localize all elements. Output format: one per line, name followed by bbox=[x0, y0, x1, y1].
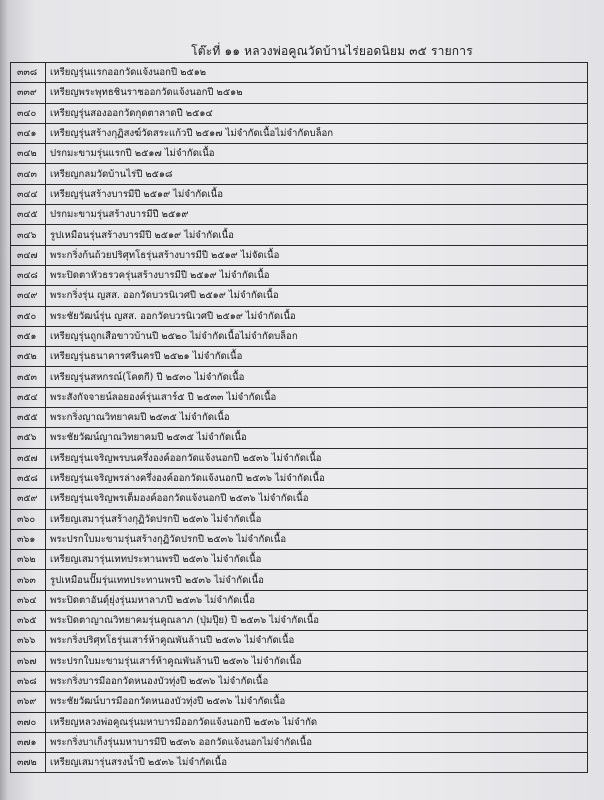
row-description: เหรียญรุ่นสร้างบารมีปี ๒๕๑๙ ไม่จำกัดเนื้อ bbox=[46, 184, 588, 204]
row-description: เหรียญหลวงพ่อคูณรุ่นมหาบารมีออกวัดแจ้งนอกปี ๒๕๓๖ ไม่จำกัด bbox=[46, 712, 588, 732]
table-row bbox=[11, 671, 588, 691]
row-description: เหรียญรุ่นถูกเสือขาวบ้านปี ๒๕๒๐ ไม่จำกัดเนื้อไม่จำกัดบล็อก bbox=[46, 326, 588, 346]
row-number: ๓๔๕ bbox=[11, 205, 46, 225]
row-description: พระกริ่งบารมีออกวัดหนองบัวทุ่งปี ๒๕๓๖ ไม่จำกัดเนื้อ bbox=[46, 671, 588, 691]
row-description: พระสังกัจจายน์ลอยองค์รุ่นเสาร์๕ ปี ๒๕๓๓ ไม่จำกัดเนื้อ bbox=[46, 387, 588, 407]
table-row bbox=[11, 570, 588, 590]
table-row bbox=[11, 123, 588, 143]
row-description: พระกริ่งบาเก็งรุ่นมหาบารมีปี ๒๕๓๖ ออกวัดแจ้งนอกไม่จำกัดเนื้อ bbox=[46, 732, 588, 752]
table-row bbox=[11, 205, 588, 225]
row-number: ๓๖๑ bbox=[11, 529, 46, 549]
row-number: ๓๖๐ bbox=[11, 509, 46, 529]
table-row bbox=[11, 509, 588, 529]
row-number: ๓๕๒ bbox=[11, 347, 46, 367]
table-row bbox=[11, 712, 588, 732]
row-number: ๓๕๑ bbox=[11, 326, 46, 346]
table-row bbox=[11, 732, 588, 752]
table-row bbox=[11, 489, 588, 509]
table-row bbox=[11, 63, 588, 83]
row-number: ๓๕๔ bbox=[11, 387, 46, 407]
row-description: เหรียญรุ่นสหกรณ์(โคตกี) ปี ๒๕๓๐ ไม่จำกัดเนื้อ bbox=[46, 367, 588, 387]
table-row bbox=[11, 387, 588, 407]
table-row bbox=[11, 326, 588, 346]
table-row bbox=[11, 83, 588, 103]
row-number: ๓๗๐ bbox=[11, 712, 46, 732]
table-row bbox=[11, 286, 588, 306]
table-row bbox=[11, 245, 588, 265]
row-description: เหรียญเสมารุ่นสร้างกุฏิวัดปรกปี ๒๕๓๖ ไม่จำกัดเนื้อ bbox=[46, 509, 588, 529]
row-number: ๓๓๙ bbox=[11, 83, 46, 103]
row-description: เหรียญรุ่นสองออกวัดกุดตาลาดปี ๒๕๑๔ bbox=[46, 103, 588, 123]
row-number: ๓๔๔ bbox=[11, 184, 46, 204]
row-number: ๓๖๘ bbox=[11, 671, 46, 691]
row-description: เหรียญรุ่นสร้างกุฏิสงฆ์วัดสระแก้วปี ๒๕๑๗ ไม่จำกัดเนื้อไม่จำกัดบล็อก bbox=[46, 123, 588, 143]
table-row bbox=[11, 448, 588, 468]
table-row bbox=[11, 468, 588, 488]
row-description: เหรียญรุ่นธนาคารศรีนครปี ๒๕๒๑ ไม่จำกัดเนื้อ bbox=[46, 347, 588, 367]
row-number: ๓๖๕ bbox=[11, 611, 46, 631]
table-row bbox=[11, 103, 588, 123]
table-row bbox=[11, 550, 588, 570]
amulet-list-table bbox=[10, 62, 588, 773]
row-number: ๓๔๙ bbox=[11, 286, 46, 306]
row-description: พระปรกใบมะขามรุ่นเสาร์ห้าคูณพันล้านปี ๒๕๓๖ ไม่จำกัดเนื้อ bbox=[46, 651, 588, 671]
row-description: รูปเหมือนรุ่นสร้างบารมีปี ๒๕๑๙ ไม่จำกัดเนื้อ bbox=[46, 225, 588, 245]
page-title: โต๊ะที่ ๑๑ หลวงพ่อคูณวัดบ้านไร่ยอดนิยม ๓๕ รายการ bbox=[191, 44, 473, 58]
table-row bbox=[11, 265, 588, 285]
row-number: ๓๖๗ bbox=[11, 651, 46, 671]
table-row bbox=[11, 753, 588, 773]
row-number: ๓๗๑ bbox=[11, 732, 46, 752]
row-description: พระปรกใบมะขามรุ่นสร้างกุฏิวัดปรกปี ๒๕๓๖ ไม่จำกัดเนื้อ bbox=[46, 529, 588, 549]
table-row bbox=[11, 225, 588, 245]
table-row bbox=[11, 408, 588, 428]
row-number: ๓๖๒ bbox=[11, 550, 46, 570]
row-number: ๓๔๗ bbox=[11, 245, 46, 265]
row-description: รูปเหมือนปั๊มรุ่นเททประทานพรปี ๒๕๓๖ ไม่จำกัดเนื้อ bbox=[46, 570, 588, 590]
row-description: พระกริ่งรุ่น ญสส. ออกวัดบวรนิเวศปี ๒๕๑๙ ไม่จำกัดเนื้อ bbox=[46, 286, 588, 306]
row-number: ๓๗๒ bbox=[11, 753, 46, 773]
row-description: ปรกมะขามรุ่นแรกปี ๒๕๑๗ ไม่จำกัดเนื้อ bbox=[46, 144, 588, 164]
row-number: ๓๔๐ bbox=[11, 103, 46, 123]
row-description: พระปิดตาญาณวิทยาคมรุ่นคูณลาภ (ปุ่มปุ๊ย) ปี ๒๕๓๖ ไม่จำกัดเนื้อ bbox=[46, 611, 588, 631]
table-row bbox=[11, 428, 588, 448]
row-number: ๓๕๙ bbox=[11, 489, 46, 509]
row-number: ๓๕๗ bbox=[11, 448, 46, 468]
row-number: ๓๔๑ bbox=[11, 123, 46, 143]
row-description: เหรียญเสมารุ่นสรงน้ำปี ๒๕๓๖ ไม่จำกัดเนื้อ bbox=[46, 753, 588, 773]
table-row bbox=[11, 590, 588, 610]
row-description: เหรียญรุ่นเจริญพรล่างครึ่งองค์ออกวัดแจ้งนอกปี ๒๕๓๖ ไม่จำกัดเนื้อ bbox=[46, 468, 588, 488]
row-number: ๓๖๔ bbox=[11, 590, 46, 610]
row-number: ๓๔๘ bbox=[11, 265, 46, 285]
row-number: ๓๖๓ bbox=[11, 570, 46, 590]
row-description: ปรกมะขามรุ่นสร้างบารมีปี ๒๕๑๙ bbox=[46, 205, 588, 225]
row-description: เหรียญรุ่นเจริญพรบนครึ่งองค์ออกวัดแจ้งนอกปี ๒๕๓๖ ไม่จำกัดเนื้อ bbox=[46, 448, 588, 468]
table-row bbox=[11, 611, 588, 631]
row-description: พระกริ่งก้นถ้วยปริศุทโธรุ่นสร้างบารมีปี ๒๕๑๙ ไม่จัดเนื้อ bbox=[46, 245, 588, 265]
row-description: พระชัยวัฒน์รุ่น ญสส. ออกวัดบวรนิเวศปี ๒๕๑๙ ไม่จำกัดเนื้อ bbox=[46, 306, 588, 326]
row-number: ๓๖๖ bbox=[11, 631, 46, 651]
table-row bbox=[11, 367, 588, 387]
row-description: เหรียญรุ่นเจริญพรเต็มองค์ออกวัดแจ้งนอกปี ๒๕๓๖ ไม่จำกัดเนื้อ bbox=[46, 489, 588, 509]
row-number: ๓๔๖ bbox=[11, 225, 46, 245]
row-description: เหรียญกลมวัดบ้านไร่ปี ๒๕๑๘ bbox=[46, 164, 588, 184]
table-row bbox=[11, 306, 588, 326]
row-description: พระกริ่งญาณวิทยาคมปี ๒๕๓๕ ไม่จำกัดเนื้อ bbox=[46, 408, 588, 428]
row-number: ๓๔๒ bbox=[11, 144, 46, 164]
row-number: ๓๕๖ bbox=[11, 428, 46, 448]
table-row bbox=[11, 144, 588, 164]
table-row bbox=[11, 347, 588, 367]
table-body bbox=[11, 63, 588, 773]
table-row bbox=[11, 631, 588, 651]
row-description: พระชัยวัฒน์บารมีออกวัดหนองบัวทุ่งปี ๒๕๓๖ ไม่จำกัดเนื้อ bbox=[46, 692, 588, 712]
table-row bbox=[11, 651, 588, 671]
row-description: เหรียญเสมารุ่นเททประทานพรปี ๒๕๓๖ ไม่จำกัดเนื้อ bbox=[46, 550, 588, 570]
table-row bbox=[11, 184, 588, 204]
row-number: ๓๔๓ bbox=[11, 164, 46, 184]
table-row bbox=[11, 164, 588, 184]
row-number: ๓๕๘ bbox=[11, 468, 46, 488]
row-description: พระชัยวัฒน์ญาณวิทยาคมปี ๒๕๓๕ ไม่จำกัดเนื้อ bbox=[46, 428, 588, 448]
row-number: ๓๖๙ bbox=[11, 692, 46, 712]
row-description: เหรียญรุ่นแรกออกวัดแจ้งนอกปี ๒๕๑๒ bbox=[46, 63, 588, 83]
row-number: ๓๓๘ bbox=[11, 63, 46, 83]
row-description: พระปิดตาหัวธรวครุ่นสร้างบารมีปี ๒๕๑๙ ไม่จำกัดเนื้อ bbox=[46, 265, 588, 285]
row-description: พระปิดตาอันดุ์ยุ่งรุ่นมหาลาภปี ๒๕๓๖ ไม่จำกัดเนื้อ bbox=[46, 590, 588, 610]
row-number: ๓๕๕ bbox=[11, 408, 46, 428]
table-row bbox=[11, 529, 588, 549]
table-row bbox=[11, 692, 588, 712]
page-shadow bbox=[0, 0, 8, 800]
row-number: ๓๕๓ bbox=[11, 367, 46, 387]
row-number: ๓๕๐ bbox=[11, 306, 46, 326]
row-description: พระกริ่งปริศุทโธรุ่นเสาร์ห้าคูณพันล้านปี ๒๕๓๖ ไม่จำกัดเนื้อ bbox=[46, 631, 588, 651]
row-description: เหรียญพระพุทธชินราชออกวัดแจ้งนอกปี ๒๕๑๒ bbox=[46, 83, 588, 103]
